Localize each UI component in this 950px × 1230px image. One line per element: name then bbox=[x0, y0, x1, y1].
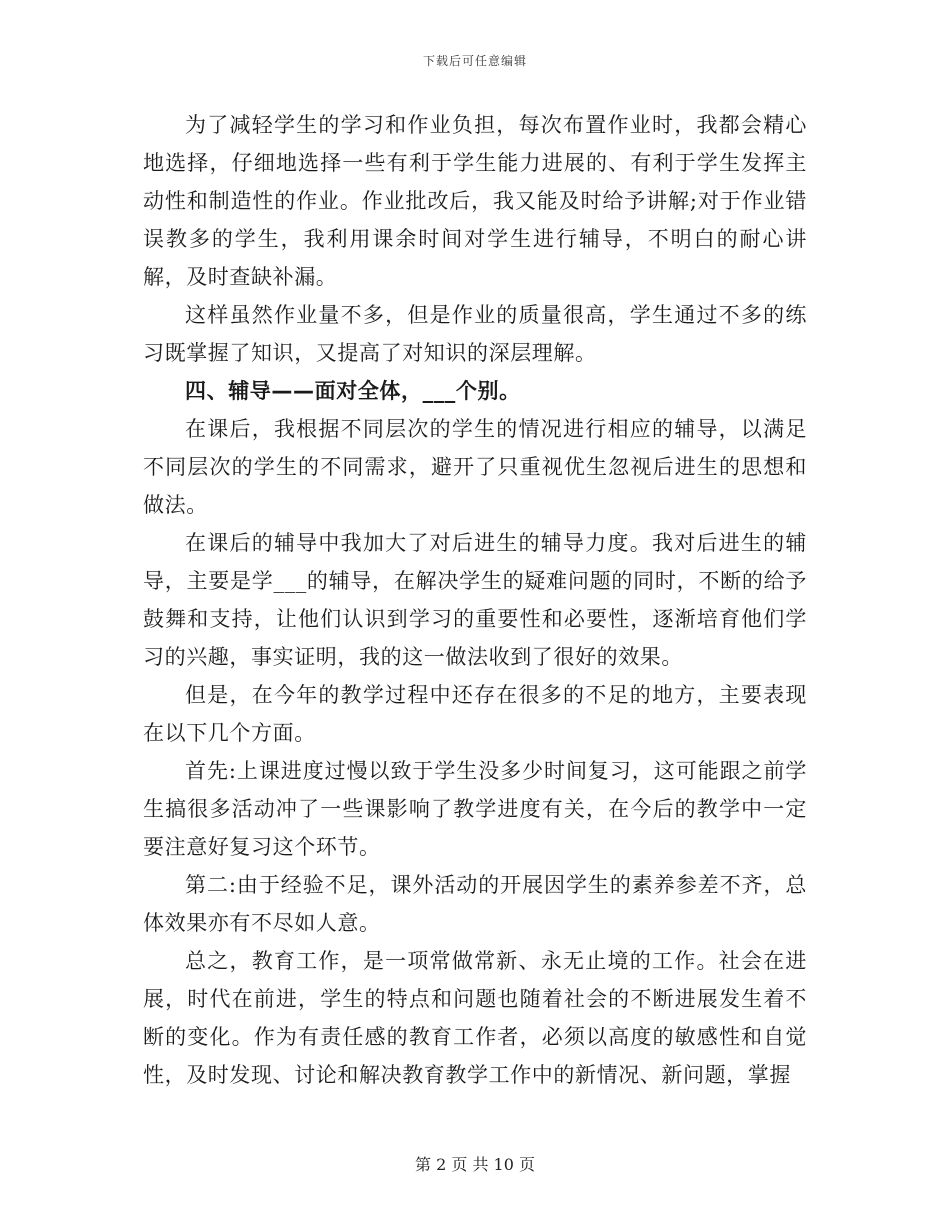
paragraph-second-shortcoming: 第二:由于经验不足，课外活动的开展因学生的素养参差不齐，总体效果亦有不尽如人意。 bbox=[143, 873, 807, 935]
paragraph-homework-design: 为了减轻学生的学习和作业负担，每次布置作业时，我都会精心地选择，仔细地选择一些有利于学生能力进展的、有利于学生发挥主动性和制造性的作业。作业批改后，我又能及时给予讲解;对于作业错误教多的学生，我利用课余时间对学生进行辅导，不明白的耐心讲解，及时查缺补漏。 bbox=[143, 113, 807, 289]
paragraph-homework-quality: 这样虽然作业量不多，但是作业的质量很高，学生通过不多的练习既掌握了知识，又提高了对知识的深层理解。 bbox=[143, 303, 807, 365]
paragraph-shortcomings-intro: 但是，在今年的教学过程中还存在很多的不足的地方，主要表现在以下几个方面。 bbox=[143, 683, 807, 745]
paragraph-tutoring-levels: 在课后，我根据不同层次的学生的情况进行相应的辅导，以满足不同层次的学生的不同需求，避开了只重视优生忽视后进生的思想和做法。 bbox=[143, 417, 807, 517]
section-heading-tutoring: 四、辅导——面对全体，___个别。 bbox=[185, 379, 521, 403]
page-header: 下载后可任意编辑 bbox=[422, 54, 527, 68]
document-body bbox=[143, 106, 807, 1094]
paragraph-struggling-students: 在课后的辅导中我加大了对后进生的辅导力度。我对后进生的辅导，主要是学___的辅导，在解决学生的疑难问题的同时，不断的给予鼓舞和支持，让他们认识到学习的重要性和必要性，逐渐培育他们学习的兴趣，事实证明，我的这一做法收到了很好的效果。 bbox=[143, 531, 807, 669]
paragraph-first-shortcoming: 首先:上课进度过慢以致于学生没多少时间复习，这可能跟之前学生搞很多活动冲了一些课影响了教学进度有关，在今后的教学中一定要注意好复习这个环节。 bbox=[143, 759, 807, 859]
page-footer: 第 2 页 共 10 页 bbox=[415, 1155, 535, 1174]
paragraph-conclusion: 总之，教育工作，是一项常做常新、永无止境的工作。社会在进展，时代在前进，学生的特点和问题也随着社会的不断进展发生着不断的变化。作为有责任感的教育工作者，必须以高度的敏感性和自觉性，及时发现、讨论和解决教育教学工作中的新情况、新问题，掌握 bbox=[143, 949, 807, 1087]
